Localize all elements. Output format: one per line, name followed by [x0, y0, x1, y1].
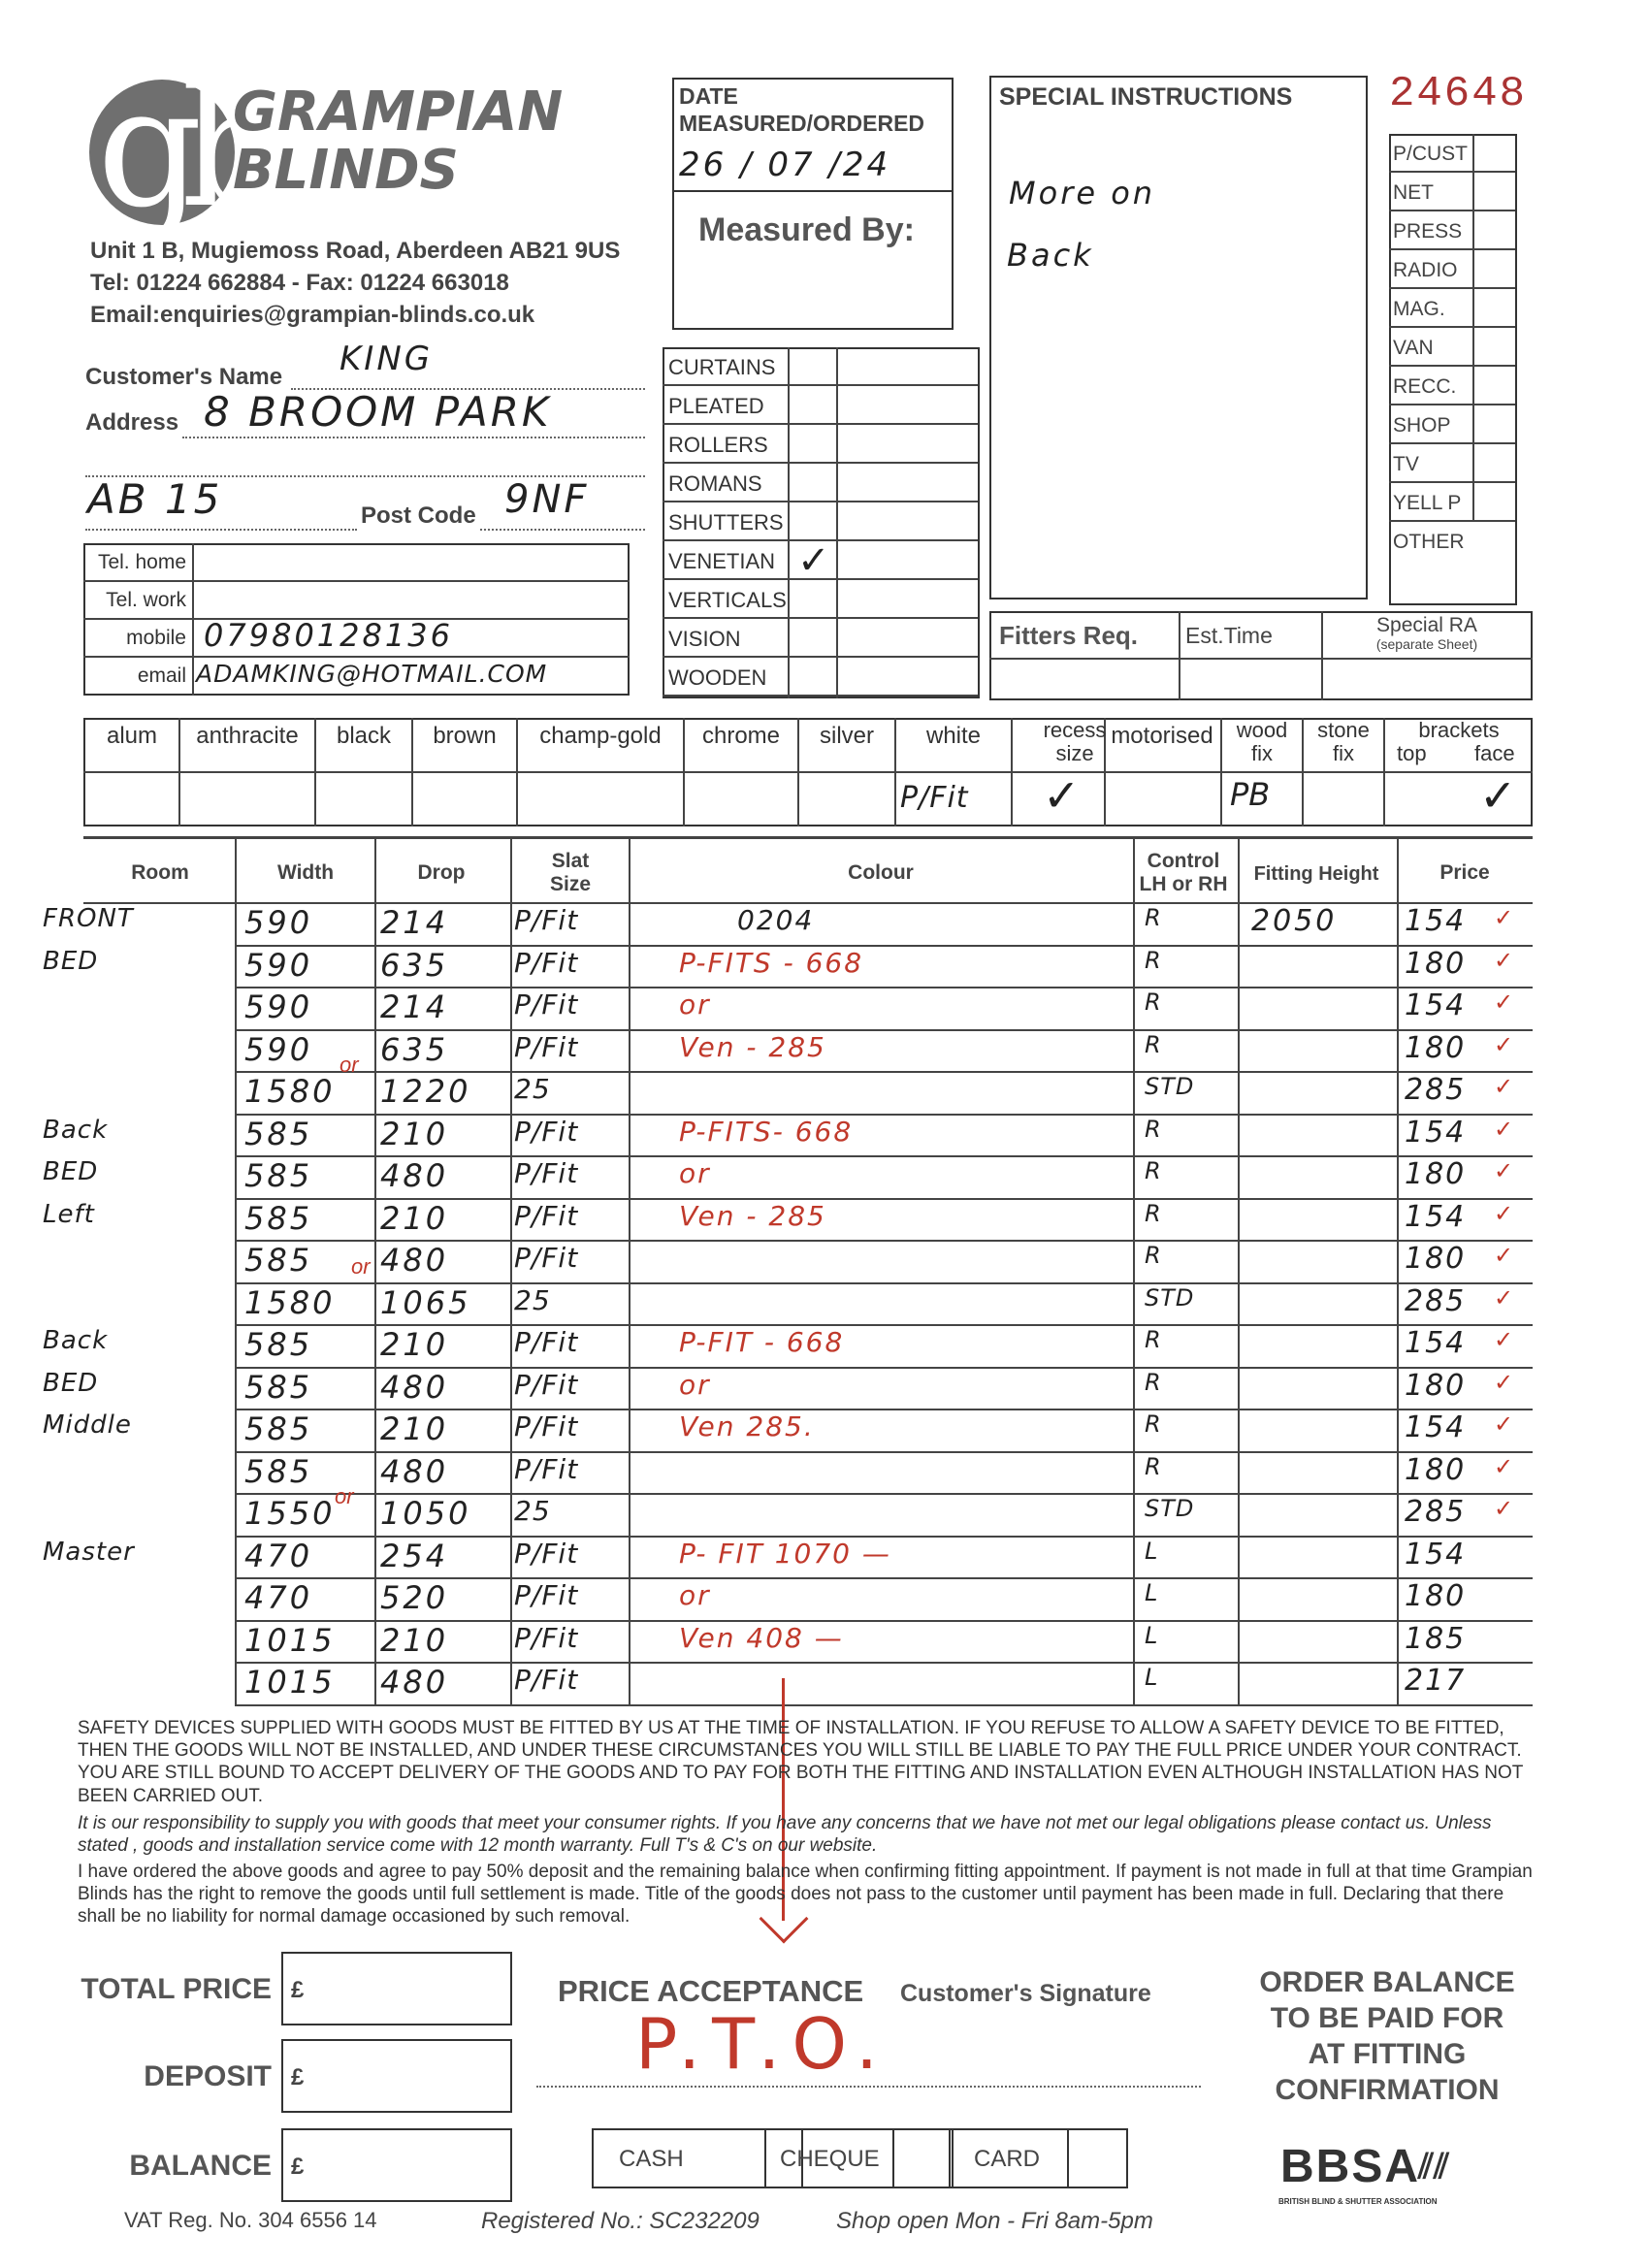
date-value[interactable]: 26 / 07 /24	[679, 146, 891, 184]
tel-home-label: Tel. home	[97, 551, 186, 573]
price-check-tick: ✓	[1494, 1453, 1514, 1480]
or-mark-3: or	[335, 1484, 354, 1508]
width-cell: 585	[244, 1452, 313, 1490]
publicity-label: RECC.	[1393, 375, 1457, 398]
drop-cell: 1220	[380, 1073, 471, 1110]
width-cell: 590	[244, 988, 313, 1025]
drop-cell: 480	[380, 1368, 449, 1406]
colour-cell: or	[679, 988, 711, 1021]
price-check-tick: ✓	[1494, 1496, 1514, 1522]
white-value[interactable]: P/Fit	[900, 781, 969, 815]
width-cell: 590	[244, 946, 313, 984]
pto-handwriting: P.T.O.	[635, 2003, 890, 2085]
est-time-label: Est.Time	[1185, 623, 1273, 648]
date-label: DATE	[679, 83, 738, 109]
slat-size-cell: P/Fit	[514, 1115, 579, 1148]
publicity-row[interactable]	[1389, 522, 1515, 561]
col-colour: Colour	[848, 861, 914, 884]
colour-cell: P-FIT - 668	[679, 1326, 845, 1358]
colour-silver: silver	[819, 723, 874, 749]
publicity-row[interactable]	[1389, 211, 1515, 250]
publicity-label: NET	[1393, 181, 1434, 204]
price-cell: 185	[1405, 1621, 1467, 1656]
room-cell: FRONT	[43, 904, 134, 933]
control-cell: R	[1145, 904, 1162, 931]
drop-cell: 520	[380, 1579, 449, 1616]
publicity-row[interactable]	[1389, 289, 1515, 328]
publicity-label: TV	[1393, 453, 1419, 475]
price-cell: 285	[1405, 1283, 1467, 1318]
colour-cell: P-FITS - 668	[679, 946, 864, 979]
address-label: Address	[85, 409, 179, 436]
product-row-vision[interactable]	[663, 619, 978, 658]
control-cell: R	[1145, 1326, 1162, 1353]
control-cell: L	[1145, 1579, 1159, 1606]
colour-anthracite: anthracite	[196, 723, 299, 749]
slat-size-cell: 25	[514, 1073, 551, 1105]
drop-cell: 635	[380, 946, 449, 984]
publicity-row[interactable]	[1389, 328, 1515, 367]
drop-cell: 210	[380, 1326, 449, 1363]
card-box[interactable]	[1067, 2128, 1128, 2188]
drop-cell: 635	[380, 1030, 449, 1068]
drop-cell: 1050	[380, 1495, 471, 1532]
colour-brown: brown	[433, 723, 497, 749]
control-cell: R	[1145, 1157, 1162, 1184]
publicity-label: VAN	[1393, 337, 1434, 359]
room-cell: BED	[43, 1157, 99, 1186]
colour-black: black	[336, 723, 392, 749]
signature-line[interactable]	[536, 2086, 1201, 2088]
product-row-romans[interactable]	[663, 464, 978, 502]
product-row-wooden[interactable]	[663, 658, 978, 697]
price-cell: 285	[1405, 1073, 1467, 1107]
control-cell: R	[1145, 1199, 1162, 1227]
width-cell: 585	[244, 1115, 313, 1152]
publicity-row[interactable]	[1389, 444, 1515, 483]
width-cell: 590	[244, 904, 313, 941]
publicity-label: MAG.	[1393, 298, 1445, 320]
width-cell: 585	[244, 1199, 313, 1237]
width-cell: 585	[244, 1242, 313, 1279]
colour-cell: or	[679, 1157, 711, 1189]
slat-size-cell: P/Fit	[514, 946, 579, 979]
email-value[interactable]: ADAMKING@HOTMAIL.COM	[196, 660, 548, 688]
total-currency: £	[291, 1977, 305, 2003]
slat-size-cell: P/Fit	[514, 1579, 579, 1611]
colour-cell: P-FITS- 668	[679, 1115, 854, 1148]
room-cell: Master	[43, 1537, 135, 1567]
control-cell: L	[1145, 1664, 1159, 1691]
colour-chrome: chrome	[701, 723, 781, 749]
product-row-shutters[interactable]	[663, 502, 978, 541]
publicity-label: PRESS	[1393, 220, 1463, 243]
slat-size-cell: P/Fit	[514, 1242, 579, 1274]
drop-cell: 480	[380, 1242, 449, 1279]
fitting-height-cell: 2050	[1251, 904, 1338, 938]
or-mark-1: or	[340, 1053, 359, 1077]
product-row-curtains[interactable]	[663, 347, 978, 386]
width-cell: 470	[244, 1537, 313, 1574]
price-cell: 217	[1405, 1664, 1467, 1698]
colour-cell: Ven 408 —	[679, 1621, 844, 1654]
width-cell: 585	[244, 1326, 313, 1363]
drop-cell: 1065	[380, 1283, 471, 1321]
mobile-value[interactable]: 07980128136	[204, 617, 453, 654]
price-check-tick: ✓	[1494, 1158, 1514, 1184]
product-row-verticals[interactable]	[663, 580, 978, 619]
price-cell: 154	[1405, 1199, 1467, 1234]
order-balance-line4: CONFIRMATION	[1275, 2074, 1500, 2106]
price-acceptance-label: PRICE ACCEPTANCE	[558, 1974, 864, 2008]
postcode-label: Post Code	[361, 502, 476, 529]
width-cell: 1550	[244, 1495, 336, 1532]
product-label: WOODEN	[668, 665, 767, 690]
total-price-label: TOTAL PRICE	[81, 1973, 272, 2005]
colour-cell: Ven 285.	[679, 1410, 815, 1442]
product-row-rollers[interactable]	[663, 425, 978, 464]
fitters-required-label: Fitters Req.	[999, 621, 1139, 650]
control-cell: R	[1145, 946, 1162, 974]
col-slat: Slat	[551, 850, 590, 872]
publicity-label: OTHER	[1393, 531, 1465, 553]
width-cell: 585	[244, 1410, 313, 1447]
price-cell: 154	[1405, 988, 1467, 1022]
price-check-tick: ✓	[1494, 905, 1514, 931]
colour-champ-gold: champ-gold	[539, 723, 662, 749]
customer-name-label: Customer's Name	[85, 364, 283, 390]
stone-fix-label: stone	[1317, 718, 1370, 742]
price-cell: 154	[1405, 1115, 1467, 1150]
special-instructions-line2[interactable]: Back	[1007, 237, 1094, 274]
brackets-face-tick[interactable]: ✓	[1479, 770, 1517, 821]
drop-cell: 210	[380, 1410, 449, 1447]
price-cell: 285	[1405, 1495, 1467, 1529]
responsibility-terms: It is our responsibility to supply you with goods that meet your consumer rights. If you have any concerns that we have not met our legal obligations please contact us. Unless stated , goods and installation service come with 12 month warranty. Full T's & C's on our website.	[78, 1813, 1492, 1857]
slat-size-cell: P/Fit	[514, 1537, 579, 1570]
brand-name-line1: GRAMPIAN	[233, 81, 564, 144]
control-cell: L	[1145, 1621, 1159, 1649]
deposit-currency: £	[291, 2064, 305, 2090]
shop-hours: Shop open Mon - Fri 8am-5pm	[836, 2208, 1153, 2234]
email-label: email	[137, 664, 186, 687]
slat-size-cell: P/Fit	[514, 988, 579, 1021]
slat-size-cell: 25	[514, 1283, 551, 1316]
order-balance-line1: ORDER BALANCE	[1259, 1966, 1515, 1998]
col-control-side: LH or RH	[1139, 873, 1228, 895]
safety-terms: SAFETY DEVICES SUPPLIED WITH GOODS MUST BE FITTED BY US AT THE TIME OF INSTALLATION. IF YOU REFUSE TO ALLOW A SAFETY DEVICE TO BE FITTED, THEN THE GOODS WILL NOT BE INSTALLED, AND UNDER THESE CIRCUMSTANCES YOU WILL STILL BE LIABLE TO PAY THE FULL PRICE UNDER YOUR CONTRACT. YOU ARE STILL BOUND TO ACCEPT DELIVERY OF THE GOODS AND TO PAY FOR BOTH THE FITTING AND INSTALLATION EVEN ALTHOUGH INSTALLATION HAS NOT BEEN CARRIED OUT.	[78, 1718, 1524, 1806]
address-line-2[interactable]: AB 15	[87, 475, 223, 523]
special-ra-sub: (separate Sheet)	[1375, 636, 1478, 652]
colour-cell: or	[679, 1368, 711, 1401]
width-cell: 585	[244, 1157, 313, 1194]
publicity-label: P/CUST	[1393, 143, 1469, 165]
price-check-tick: ✓	[1494, 1116, 1514, 1143]
total-price-box[interactable]	[281, 1952, 512, 2025]
price-check-tick: ✓	[1494, 947, 1514, 974]
drop-cell: 254	[380, 1537, 449, 1574]
product-label: VISION	[668, 627, 741, 651]
price-cell: 154	[1405, 1410, 1467, 1444]
colour-cell: Ven - 285	[679, 1199, 826, 1232]
slat-size-cell: P/Fit	[514, 1157, 579, 1189]
brackets-face-label: face	[1474, 741, 1515, 765]
publicity-row[interactable]	[1389, 483, 1515, 522]
postcode-value[interactable]: 9NF	[504, 477, 590, 522]
stone-fix-label-2: fix	[1333, 741, 1354, 765]
order-number: 24648	[1389, 70, 1528, 118]
brackets-label: brackets	[1418, 718, 1500, 742]
drop-cell: 214	[380, 988, 449, 1025]
mobile-label: mobile	[126, 627, 186, 649]
drop-cell: 214	[380, 904, 449, 941]
control-cell: STD	[1145, 1283, 1195, 1312]
balance-box[interactable]	[281, 2128, 512, 2202]
slat-size-cell: P/Fit	[514, 1326, 579, 1358]
publicity-label: RADIO	[1393, 259, 1458, 281]
width-cell: 1015	[244, 1664, 336, 1701]
publicity-row[interactable]	[1389, 405, 1515, 444]
control-cell: R	[1145, 988, 1162, 1016]
bbsa-logo-stripes: ⫽⫽	[1418, 2146, 1450, 2186]
wood-fix-value[interactable]: PB	[1230, 776, 1271, 813]
price-cell: 180	[1405, 1242, 1467, 1276]
recess-label: recess	[1043, 718, 1107, 742]
control-cell: R	[1145, 1115, 1162, 1143]
room-cell: Left	[43, 1199, 95, 1229]
special-instructions-box	[989, 76, 1368, 599]
special-instructions-label: SPECIAL INSTRUCTIONS	[999, 83, 1293, 111]
price-cell: 180	[1405, 1452, 1467, 1487]
slat-size-cell: P/Fit	[514, 1030, 579, 1063]
colour-cell: P- FIT 1070 —	[679, 1537, 891, 1570]
colour-alum: alum	[106, 723, 158, 749]
cash-option[interactable]	[592, 2128, 766, 2188]
cash-label: CASH	[619, 2146, 684, 2172]
slat-size-cell: P/Fit	[514, 1410, 579, 1442]
price-cell: 180	[1405, 1368, 1467, 1403]
control-cell: R	[1145, 1242, 1162, 1269]
registered-number: Registered No.: SC232209	[481, 2208, 760, 2234]
colour-cell: 0204	[737, 904, 815, 936]
recess-size-label: size	[1055, 741, 1094, 765]
publicity-label: SHOP	[1393, 414, 1451, 437]
special-ra-label: Special RA	[1376, 614, 1477, 636]
card-label: CARD	[974, 2146, 1041, 2172]
col-control: Control	[1147, 850, 1220, 872]
width-cell: 585	[244, 1368, 313, 1406]
tel-work-label: Tel. work	[106, 589, 186, 611]
col-slat-size: Size	[549, 873, 592, 895]
drop-cell: 210	[380, 1115, 449, 1152]
order-balance-line2: TO BE PAID FOR	[1270, 2002, 1504, 2034]
address-value[interactable]: 8 BROOM PARK	[204, 388, 552, 436]
price-check-tick: ✓	[1494, 1243, 1514, 1269]
room-cell: Back	[43, 1326, 109, 1355]
width-cell: 470	[244, 1579, 313, 1616]
colour-cell: or	[679, 1579, 711, 1611]
slat-size-cell: 25	[514, 1495, 551, 1527]
col-price: Price	[1439, 861, 1490, 884]
company-email: Email:enquiries@grampian-blinds.co.uk	[90, 302, 535, 328]
publicity-row[interactable]	[1389, 134, 1515, 173]
price-cell: 154	[1405, 1537, 1467, 1571]
room-cell: BED	[43, 946, 99, 976]
cheque-box[interactable]	[892, 2128, 951, 2188]
brackets-top-label: top	[1397, 741, 1427, 765]
width-cell: 1015	[244, 1621, 336, 1659]
customer-signature-label: Customer's Signature	[900, 1980, 1151, 2007]
price-check-tick: ✓	[1494, 1200, 1514, 1227]
drop-cell: 480	[380, 1452, 449, 1490]
price-check-tick: ✓	[1494, 1327, 1514, 1353]
price-cell: 154	[1405, 1326, 1467, 1360]
control-cell: R	[1145, 1030, 1162, 1058]
publicity-row[interactable]	[1389, 250, 1515, 289]
width-cell: 1580	[244, 1283, 336, 1321]
product-row-pleated[interactable]	[663, 386, 978, 425]
publicity-row[interactable]	[1389, 173, 1515, 211]
control-cell: STD	[1145, 1073, 1195, 1100]
slat-size-cell: P/Fit	[514, 1368, 579, 1401]
wood-fix-label: wood	[1236, 718, 1288, 742]
control-cell: STD	[1145, 1495, 1195, 1522]
logo-mark: gb	[97, 52, 266, 244]
wood-fix-label-2: fix	[1251, 741, 1273, 765]
col-fitting-height: Fitting Height	[1253, 863, 1379, 885]
col-width: Width	[276, 861, 335, 884]
price-cell: 180	[1405, 946, 1467, 981]
bbsa-subtitle: BRITISH BLIND & SHUTTER ASSOCIATION	[1278, 2197, 1438, 2206]
control-cell: R	[1145, 1452, 1162, 1480]
width-cell: 1580	[244, 1073, 336, 1110]
deposit-box[interactable]	[281, 2039, 512, 2113]
control-cell: L	[1145, 1537, 1159, 1565]
width-cell: 590	[244, 1030, 313, 1068]
brand-name-line2: BLINDS	[233, 139, 459, 202]
colour-cell: Ven - 285	[679, 1030, 826, 1063]
product-label: ROMANS	[668, 471, 762, 496]
special-instructions-line1[interactable]: More on	[1009, 175, 1156, 211]
slat-size-cell: P/Fit	[514, 904, 579, 936]
control-cell: R	[1145, 1368, 1162, 1396]
product-label: SHUTTERS	[668, 510, 784, 535]
price-check-tick: ✓	[1494, 989, 1514, 1016]
drop-cell: 480	[380, 1157, 449, 1194]
product-label: VENETIAN	[668, 549, 776, 573]
company-phone: Tel: 01224 662884 - Fax: 01224 663018	[90, 270, 509, 296]
company-address: Unit 1 B, Mugiemoss Road, Aberdeen AB21 9US	[90, 238, 621, 264]
col-room: Room	[131, 861, 189, 884]
measured-by-label: Measured By:	[698, 211, 915, 248]
motorised-label: motorised	[1111, 723, 1213, 749]
control-cell: R	[1145, 1410, 1162, 1438]
deposit-label: DEPOSIT	[144, 2060, 272, 2092]
drop-cell: 480	[380, 1664, 449, 1701]
drop-cell: 210	[380, 1199, 449, 1237]
bbsa-logo: BBSA	[1280, 2141, 1421, 2192]
col-drop: Drop	[417, 861, 466, 884]
publicity-label: YELL P	[1393, 492, 1462, 514]
slat-size-cell: P/Fit	[514, 1664, 579, 1696]
product-label: ROLLERS	[668, 433, 768, 457]
price-cell: 154	[1405, 904, 1467, 938]
product-label: PLEATED	[668, 394, 764, 418]
product-label: VERTICALS	[668, 588, 787, 612]
slat-size-cell: P/Fit	[514, 1621, 579, 1654]
or-mark-2: or	[351, 1254, 371, 1279]
room-cell: Back	[43, 1115, 109, 1145]
vat-number: VAT Reg. No. 304 6556 14	[124, 2208, 377, 2232]
slat-size-cell: P/Fit	[514, 1199, 579, 1232]
order-balance-line3: AT FITTING	[1308, 2038, 1467, 2070]
agreement-terms: I have ordered the above goods and agree to pay 50% deposit and the remaining balance when confirming fitting appointment. If payment is not made in full at that time Grampian Blinds has the right to remove the goods until full settlement is made. Title of the goods does not pass to the customer until payment has been made in full. Declaring that there shall be no liability for normal damage occasioned by such removal.	[78, 1862, 1533, 1928]
price-check-tick: ✓	[1494, 1411, 1514, 1438]
publicity-row[interactable]	[1389, 367, 1515, 405]
price-check-tick: ✓	[1494, 1031, 1514, 1058]
price-check-tick: ✓	[1494, 1284, 1514, 1312]
price-cell: 180	[1405, 1579, 1467, 1613]
colour-white: white	[925, 723, 982, 749]
date-label-2: MEASURED/ORDERED	[679, 111, 925, 136]
product-label: CURTAINS	[668, 355, 776, 379]
room-cell: BED	[43, 1368, 99, 1398]
price-cell: 180	[1405, 1157, 1467, 1191]
price-check-tick: ✓	[1494, 1074, 1514, 1100]
drop-cell: 210	[380, 1621, 449, 1659]
slat-size-cell: P/Fit	[514, 1452, 579, 1485]
price-check-tick: ✓	[1494, 1369, 1514, 1396]
customer-name-value[interactable]: KING	[340, 340, 434, 378]
venetian-tick[interactable]: ✓	[797, 539, 830, 582]
balance-label: BALANCE	[129, 2150, 272, 2182]
price-cell: 180	[1405, 1030, 1467, 1065]
recess-tick[interactable]: ✓	[1043, 770, 1081, 821]
balance-currency: £	[291, 2154, 305, 2180]
room-cell: Middle	[43, 1410, 132, 1440]
cheque-label: CHEQUE	[780, 2146, 880, 2172]
